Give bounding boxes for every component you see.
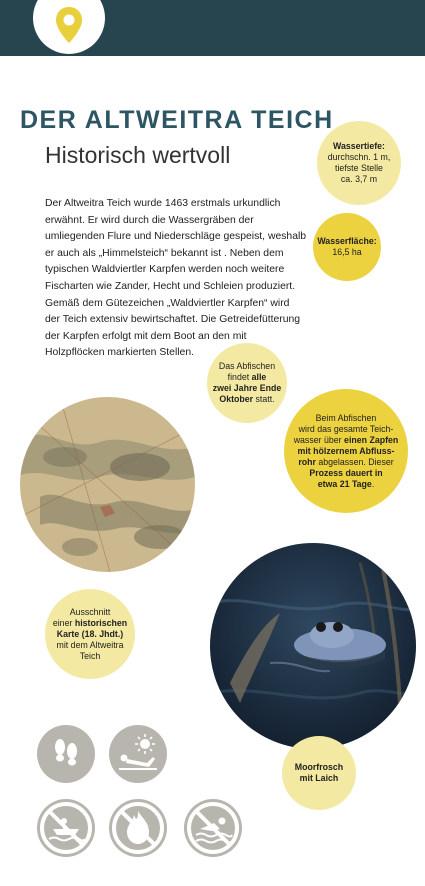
fishing-process-line-5a: rohr [298, 456, 316, 467]
sunbathing-icon [109, 725, 167, 783]
location-pin-icon [55, 6, 83, 44]
fishing-process-line-1: Beim Abfischen [315, 412, 377, 423]
fishing-process-line-6: Prozess dauert in [309, 467, 383, 478]
map-caption-line-1: Ausschnitt [69, 606, 111, 617]
water-depth-line-2: tiefste Stelle [335, 163, 383, 173]
water-depth-bubble [317, 121, 401, 205]
water-area-bubble [313, 213, 381, 281]
moor-frog-image [210, 543, 416, 749]
fishing-time-line-4: Oktober [219, 394, 254, 404]
fishing-time-line-2b: alle [251, 372, 267, 382]
map-caption-line-2b: historischen [74, 617, 128, 628]
fishing-time-line-1: Das Abfischen [218, 361, 276, 371]
fishing-process-line-2: wird das gesamte Teich- [298, 423, 394, 434]
fishing-time-line-3: zwei Jahre Ende [212, 383, 282, 393]
fishing-process-bubble [284, 389, 408, 513]
intro-paragraph: Der Altweitra Teich wurde 1463 erstmals urkundlich erwähnt. Er wird durch die Wassergräben der umliegenden Flure und Niederschläge gespeist, weshalb er auch als „Himmelsteich“ bekannt ist . Neben dem typischen Waldviertler Karpfen werden noch weitere Fischarten wie Zander, Hecht und Schleien produziert. Gemäß dem Gütezeichen „Waldviertler Karpfen“ wird der Teich extensiv bewirtschaftet. Die Getreidefütterung der Karpfen erfolgt mit dem Boot an den mit Holzpflöcken markierten Stellen. [45, 198, 307, 359]
map-caption-line-2a: einer [52, 617, 75, 628]
fishing-process-line-7: etwa 21 Tage [317, 478, 372, 489]
fishing-time-line-2a: findet [227, 372, 252, 382]
fishing-process-line-3b: einen Zapfen [344, 434, 399, 445]
page-title: DER ALTWEITRA TEICH [20, 106, 334, 134]
water-area-value: 16,5 ha [332, 247, 362, 257]
historic-map-image [20, 397, 195, 572]
water-depth-label: Wassertiefe: [333, 141, 385, 151]
map-caption-line-4: mit dem Altweitra [56, 639, 124, 650]
map-caption-bubble [45, 589, 135, 679]
water-area-label: Wasserfläche: [317, 236, 377, 246]
fishing-process-line-3a: wasser über [293, 434, 345, 445]
fishing-time-line-4b: statt. [253, 394, 275, 404]
water-depth-line-1: durchschn. 1 m, [327, 152, 391, 162]
frog-caption-line-1: Moorfrosch [294, 762, 344, 772]
fishing-process-line-5b: abgelassen. Dieser [315, 456, 394, 467]
no-fire-icon [109, 799, 167, 857]
footprints-icon [37, 725, 95, 783]
water-depth-line-3: ca. 3,7 m [340, 174, 378, 184]
fishing-time-bubble [207, 343, 287, 423]
map-caption-line-5: Teich [79, 650, 101, 661]
fishing-process-line-7b: . [371, 478, 375, 489]
map-caption-line-3: Karte (18. Jhdt.) [56, 628, 124, 639]
frog-caption-bubble [282, 736, 356, 810]
frog-caption-line-2: mit Laich [299, 773, 339, 783]
no-swimming-icon [184, 799, 242, 857]
no-boating-icon [37, 799, 95, 857]
page-subtitle: Historisch wertvoll [45, 142, 231, 168]
fishing-process-line-4: mit hölzernem Abfluss- [297, 445, 395, 456]
